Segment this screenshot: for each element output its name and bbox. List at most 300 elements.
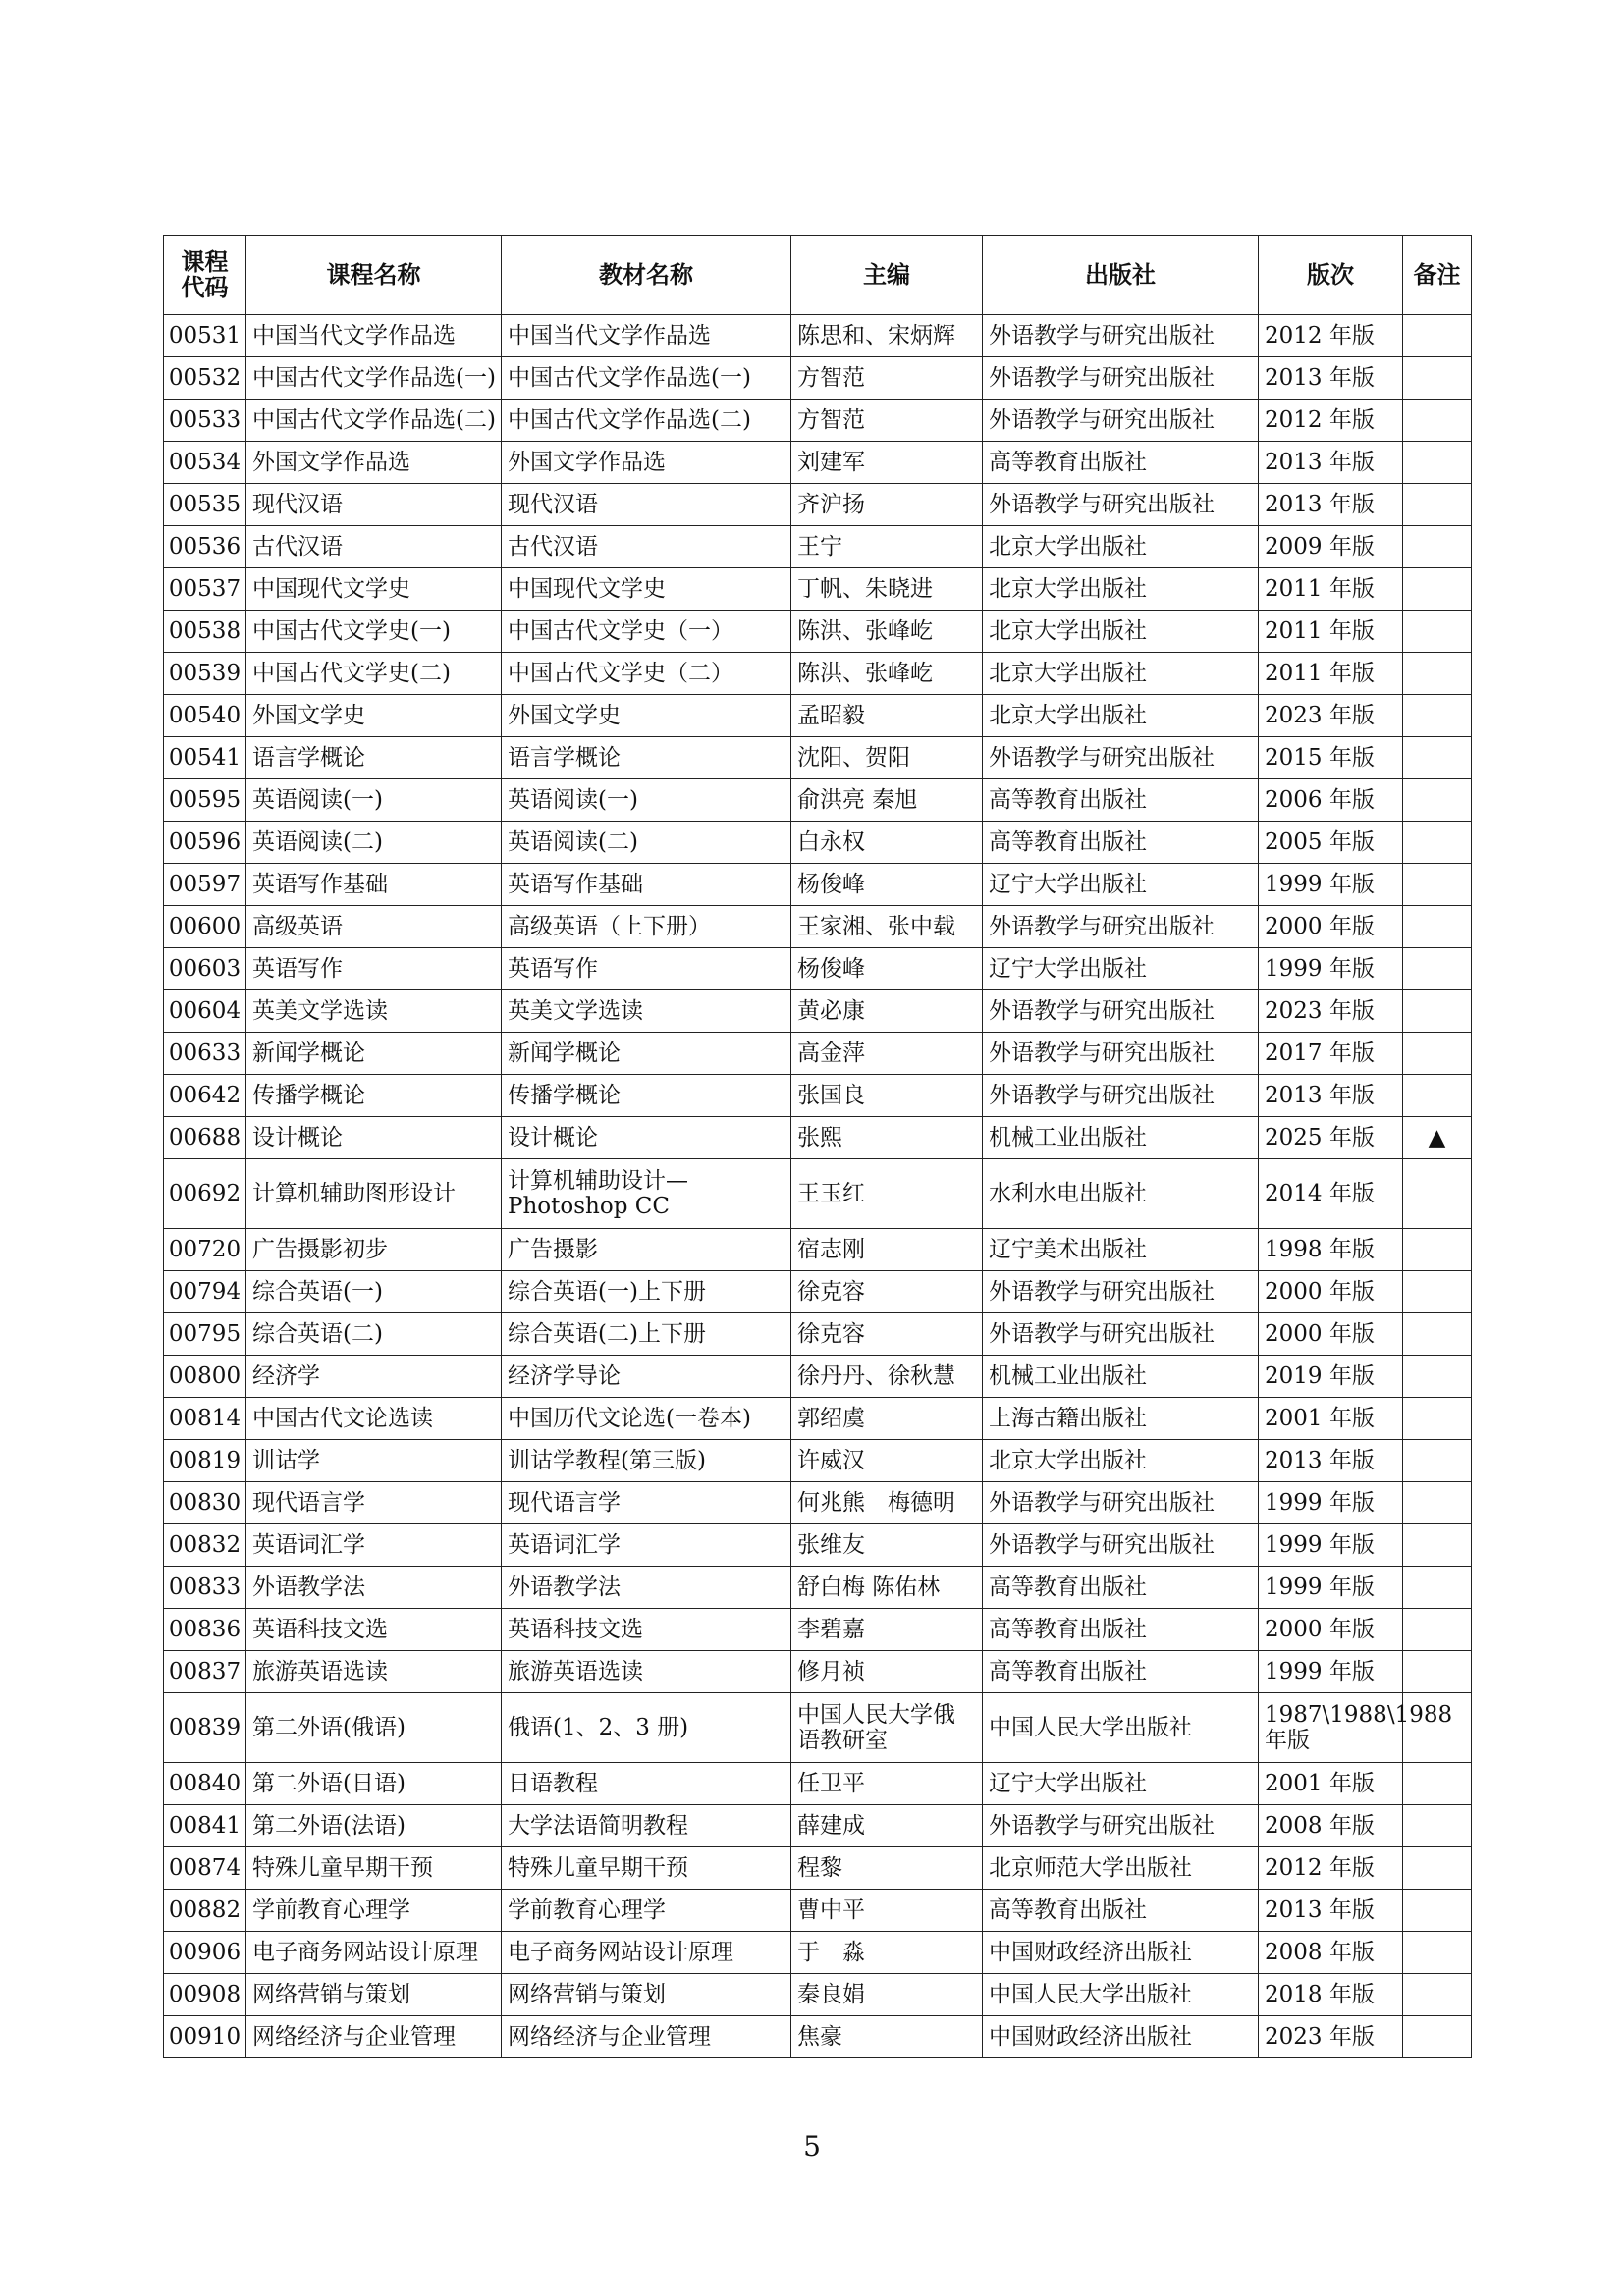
cell-editor: 王宁 — [791, 526, 983, 568]
cell-edition: 2013 年版 — [1259, 1440, 1403, 1482]
cell-note — [1403, 1229, 1472, 1271]
cell-course-code: 00597 — [164, 864, 246, 906]
cell-course-code: 00840 — [164, 1763, 246, 1805]
cell-course-name: 第二外语(俄语) — [246, 1693, 502, 1763]
cell-textbook-name: 学前教育心理学 — [502, 1890, 791, 1932]
cell-textbook-name: 俄语(1、2、3 册) — [502, 1693, 791, 1763]
table-row — [164, 1229, 1472, 1271]
cell-edition: 2013 年版 — [1259, 442, 1403, 484]
cell-edition: 2008 年版 — [1259, 1932, 1403, 1974]
cell-textbook-name: 英语词汇学 — [502, 1524, 791, 1567]
cell-textbook-name: 中国古代文学史（二） — [502, 653, 791, 695]
cell-editor: 薛建成 — [791, 1805, 983, 1847]
cell-edition: 2012 年版 — [1259, 1847, 1403, 1890]
cell-editor: 王玉红 — [791, 1159, 983, 1229]
cell-course-code: 00535 — [164, 484, 246, 526]
cell-course-name: 第二外语(法语) — [246, 1805, 502, 1847]
cell-edition: 2023 年版 — [1259, 2016, 1403, 2058]
cell-course-name: 外语教学法 — [246, 1567, 502, 1609]
cell-edition: 1999 年版 — [1259, 1651, 1403, 1693]
cell-textbook-name: 设计概论 — [502, 1117, 791, 1159]
cell-course-name: 英语写作 — [246, 948, 502, 990]
cell-note — [1403, 1524, 1472, 1567]
cell-course-name: 计算机辅助图形设计 — [246, 1159, 502, 1229]
cell-note — [1403, 442, 1472, 484]
table-row — [164, 484, 1472, 526]
cell-note — [1403, 400, 1472, 442]
cell-textbook-name: 中国古代文学作品选(二) — [502, 400, 791, 442]
table-row — [164, 1693, 1472, 1763]
table-row — [164, 357, 1472, 400]
cell-course-name: 古代汉语 — [246, 526, 502, 568]
table-row — [164, 611, 1472, 653]
cell-textbook-name: 计算机辅助设计—Photoshop CC — [502, 1159, 791, 1229]
cell-textbook-name: 综合英语(一)上下册 — [502, 1271, 791, 1313]
cell-course-name: 传播学概论 — [246, 1075, 502, 1117]
cell-course-name: 中国当代文学作品选 — [246, 315, 502, 357]
cell-course-name: 中国古代文论选读 — [246, 1398, 502, 1440]
cell-edition: 1999 年版 — [1259, 948, 1403, 990]
table-row — [164, 1651, 1472, 1693]
table-body — [164, 315, 1472, 2058]
cell-edition: 2013 年版 — [1259, 357, 1403, 400]
cell-edition: 2000 年版 — [1259, 1609, 1403, 1651]
cell-course-code: 00832 — [164, 1524, 246, 1567]
cell-edition: 2008 年版 — [1259, 1805, 1403, 1847]
cell-publisher: 北京大学出版社 — [983, 611, 1259, 653]
cell-publisher: 外语教学与研究出版社 — [983, 1271, 1259, 1313]
cell-textbook-name: 传播学概论 — [502, 1075, 791, 1117]
cell-publisher: 外语教学与研究出版社 — [983, 1313, 1259, 1356]
cell-course-name: 现代汉语 — [246, 484, 502, 526]
cell-course-code: 00596 — [164, 822, 246, 864]
cell-course-code: 00910 — [164, 2016, 246, 2058]
cell-course-name: 高级英语 — [246, 906, 502, 948]
cell-course-code: 00633 — [164, 1033, 246, 1075]
cell-publisher: 北京大学出版社 — [983, 568, 1259, 611]
cell-editor: 黄必康 — [791, 990, 983, 1033]
cell-editor: 焦豪 — [791, 2016, 983, 2058]
cell-edition: 1999 年版 — [1259, 1567, 1403, 1609]
cell-editor: 方智范 — [791, 400, 983, 442]
cell-course-name: 外国文学作品选 — [246, 442, 502, 484]
cell-edition: 2000 年版 — [1259, 906, 1403, 948]
cell-note — [1403, 695, 1472, 737]
cell-note — [1403, 1440, 1472, 1482]
table-row — [164, 1356, 1472, 1398]
cell-editor: 于 淼 — [791, 1932, 983, 1974]
cell-course-code: 00600 — [164, 906, 246, 948]
cell-course-code: 00539 — [164, 653, 246, 695]
cell-edition: 2013 年版 — [1259, 1075, 1403, 1117]
cell-note — [1403, 779, 1472, 822]
cell-course-name: 英语阅读(一) — [246, 779, 502, 822]
cell-note — [1403, 1271, 1472, 1313]
cell-editor: 方智范 — [791, 357, 983, 400]
cell-publisher: 中国财政经济出版社 — [983, 1932, 1259, 1974]
cell-textbook-name: 英语阅读(二) — [502, 822, 791, 864]
cell-textbook-name: 训诂学教程(第三版) — [502, 1440, 791, 1482]
cell-publisher: 北京大学出版社 — [983, 526, 1259, 568]
cell-textbook-name: 现代语言学 — [502, 1482, 791, 1524]
cell-course-name: 语言学概论 — [246, 737, 502, 779]
cell-publisher: 高等教育出版社 — [983, 1651, 1259, 1693]
cell-publisher: 上海古籍出版社 — [983, 1398, 1259, 1440]
cell-publisher: 高等教育出版社 — [983, 1609, 1259, 1651]
cell-edition: 2017 年版 — [1259, 1033, 1403, 1075]
cell-editor: 刘建军 — [791, 442, 983, 484]
cell-edition: 2013 年版 — [1259, 484, 1403, 526]
cell-editor: 中国人民大学俄语教研室 — [791, 1693, 983, 1763]
table-row — [164, 442, 1472, 484]
cell-course-name: 学前教育心理学 — [246, 1890, 502, 1932]
header-edition: 版次 — [1259, 236, 1403, 315]
cell-publisher: 辽宁大学出版社 — [983, 948, 1259, 990]
cell-course-name: 旅游英语选读 — [246, 1651, 502, 1693]
cell-textbook-name: 英语写作 — [502, 948, 791, 990]
cell-textbook-name: 外国文学史 — [502, 695, 791, 737]
cell-publisher: 北京大学出版社 — [983, 695, 1259, 737]
table-row — [164, 1847, 1472, 1890]
cell-note — [1403, 1651, 1472, 1693]
cell-course-name: 训诂学 — [246, 1440, 502, 1482]
table-row — [164, 1313, 1472, 1356]
cell-course-code: 00800 — [164, 1356, 246, 1398]
cell-publisher: 北京大学出版社 — [983, 1440, 1259, 1482]
cell-textbook-name: 中国古代文学史（一） — [502, 611, 791, 653]
cell-course-code: 00537 — [164, 568, 246, 611]
cell-edition: 1999 年版 — [1259, 1482, 1403, 1524]
cell-publisher: 辽宁大学出版社 — [983, 864, 1259, 906]
table-row — [164, 1075, 1472, 1117]
cell-note — [1403, 1159, 1472, 1229]
cell-course-code: 00908 — [164, 1974, 246, 2016]
cell-course-name: 电子商务网站设计原理 — [246, 1932, 502, 1974]
cell-publisher: 北京师范大学出版社 — [983, 1847, 1259, 1890]
cell-editor: 任卫平 — [791, 1763, 983, 1805]
cell-note — [1403, 1847, 1472, 1890]
cell-publisher: 外语教学与研究出版社 — [983, 1482, 1259, 1524]
table-row — [164, 1033, 1472, 1075]
cell-course-code: 00604 — [164, 990, 246, 1033]
cell-note — [1403, 526, 1472, 568]
cell-note — [1403, 357, 1472, 400]
cell-editor: 陈思和、宋炳辉 — [791, 315, 983, 357]
cell-course-code: 00882 — [164, 1890, 246, 1932]
cell-textbook-name: 高级英语（上下册） — [502, 906, 791, 948]
cell-edition: 2019 年版 — [1259, 1356, 1403, 1398]
table-row — [164, 2016, 1472, 2058]
cell-textbook-name: 网络营销与策划 — [502, 1974, 791, 2016]
cell-publisher: 外语教学与研究出版社 — [983, 357, 1259, 400]
cell-publisher: 北京大学出版社 — [983, 653, 1259, 695]
header-textbook-name: 教材名称 — [502, 236, 791, 315]
cell-publisher: 中国人民大学出版社 — [983, 1974, 1259, 2016]
cell-course-code: 00531 — [164, 315, 246, 357]
header-note: 备注 — [1403, 236, 1472, 315]
cell-note — [1403, 1313, 1472, 1356]
cell-editor: 程黎 — [791, 1847, 983, 1890]
cell-textbook-name: 新闻学概论 — [502, 1033, 791, 1075]
cell-course-name: 中国古代文学史(二) — [246, 653, 502, 695]
cell-edition: 2011 年版 — [1259, 611, 1403, 653]
cell-publisher: 外语教学与研究出版社 — [983, 1524, 1259, 1567]
cell-note — [1403, 906, 1472, 948]
cell-course-code: 00830 — [164, 1482, 246, 1524]
cell-edition: 2012 年版 — [1259, 315, 1403, 357]
table-row — [164, 1763, 1472, 1805]
cell-note — [1403, 315, 1472, 357]
cell-course-name: 中国古代文学作品选(一) — [246, 357, 502, 400]
table-row — [164, 1932, 1472, 1974]
table-row — [164, 1398, 1472, 1440]
page-number: 5 — [803, 2130, 821, 2163]
cell-edition: 1998 年版 — [1259, 1229, 1403, 1271]
cell-editor: 王家湘、张中载 — [791, 906, 983, 948]
cell-textbook-name: 电子商务网站设计原理 — [502, 1932, 791, 1974]
cell-textbook-name: 英语科技文选 — [502, 1609, 791, 1651]
cell-publisher: 外语教学与研究出版社 — [983, 906, 1259, 948]
cell-edition: 2005 年版 — [1259, 822, 1403, 864]
cell-textbook-name: 英语阅读(一) — [502, 779, 791, 822]
cell-editor: 高金萍 — [791, 1033, 983, 1075]
cell-textbook-name: 中国现代文学史 — [502, 568, 791, 611]
table-row — [164, 400, 1472, 442]
cell-note — [1403, 1356, 1472, 1398]
cell-note: ▲ — [1403, 1117, 1472, 1159]
cell-course-code: 00814 — [164, 1398, 246, 1440]
cell-textbook-name: 日语教程 — [502, 1763, 791, 1805]
cell-edition: 2001 年版 — [1259, 1398, 1403, 1440]
cell-edition: 2011 年版 — [1259, 568, 1403, 611]
cell-note — [1403, 1805, 1472, 1847]
cell-note — [1403, 1609, 1472, 1651]
cell-course-code: 00836 — [164, 1609, 246, 1651]
cell-textbook-name: 旅游英语选读 — [502, 1651, 791, 1693]
cell-course-code: 00533 — [164, 400, 246, 442]
cell-editor: 白永权 — [791, 822, 983, 864]
cell-note — [1403, 568, 1472, 611]
cell-edition: 2006 年版 — [1259, 779, 1403, 822]
cell-note — [1403, 1890, 1472, 1932]
cell-editor: 徐克容 — [791, 1271, 983, 1313]
cell-note — [1403, 1567, 1472, 1609]
cell-note — [1403, 822, 1472, 864]
cell-textbook-name: 经济学导论 — [502, 1356, 791, 1398]
cell-edition: 2000 年版 — [1259, 1271, 1403, 1313]
cell-textbook-name: 广告摄影 — [502, 1229, 791, 1271]
cell-note — [1403, 990, 1472, 1033]
cell-editor: 沈阳、贺阳 — [791, 737, 983, 779]
cell-editor: 孟昭毅 — [791, 695, 983, 737]
cell-publisher: 高等教育出版社 — [983, 442, 1259, 484]
cell-course-name: 广告摄影初步 — [246, 1229, 502, 1271]
cell-editor: 张熙 — [791, 1117, 983, 1159]
table-row — [164, 1567, 1472, 1609]
cell-edition: 2011 年版 — [1259, 653, 1403, 695]
table-row — [164, 653, 1472, 695]
cell-course-code: 00532 — [164, 357, 246, 400]
table-row — [164, 1524, 1472, 1567]
cell-course-code: 00541 — [164, 737, 246, 779]
cell-note — [1403, 864, 1472, 906]
cell-course-code: 00841 — [164, 1805, 246, 1847]
cell-edition: 2001 年版 — [1259, 1763, 1403, 1805]
cell-course-code: 00720 — [164, 1229, 246, 1271]
cell-publisher: 外语教学与研究出版社 — [983, 737, 1259, 779]
table-row — [164, 526, 1472, 568]
cell-editor: 俞洪亮 秦旭 — [791, 779, 983, 822]
cell-course-code: 00642 — [164, 1075, 246, 1117]
cell-course-name: 网络经济与企业管理 — [246, 2016, 502, 2058]
cell-editor: 杨俊峰 — [791, 948, 983, 990]
cell-course-name: 英美文学选读 — [246, 990, 502, 1033]
cell-course-name: 英语科技文选 — [246, 1609, 502, 1651]
cell-publisher: 机械工业出版社 — [983, 1356, 1259, 1398]
header-course-name: 课程名称 — [246, 236, 502, 315]
cell-publisher: 高等教育出版社 — [983, 1567, 1259, 1609]
cell-course-name: 现代语言学 — [246, 1482, 502, 1524]
cell-editor: 齐沪扬 — [791, 484, 983, 526]
cell-publisher: 机械工业出版社 — [983, 1117, 1259, 1159]
cell-textbook-name: 语言学概论 — [502, 737, 791, 779]
cell-course-code: 00692 — [164, 1159, 246, 1229]
cell-editor: 陈洪、张峰屹 — [791, 653, 983, 695]
cell-edition: 2014 年版 — [1259, 1159, 1403, 1229]
cell-course-code: 00833 — [164, 1567, 246, 1609]
table-row — [164, 1805, 1472, 1847]
cell-note — [1403, 1482, 1472, 1524]
cell-course-code: 00536 — [164, 526, 246, 568]
table-row — [164, 822, 1472, 864]
cell-note — [1403, 1763, 1472, 1805]
table-row — [164, 1117, 1472, 1159]
cell-editor: 秦良娟 — [791, 1974, 983, 2016]
cell-textbook-name: 大学法语简明教程 — [502, 1805, 791, 1847]
cell-editor: 徐丹丹、徐秋慧 — [791, 1356, 983, 1398]
cell-course-name: 第二外语(日语) — [246, 1763, 502, 1805]
header-row — [164, 236, 1472, 315]
cell-textbook-name: 外语教学法 — [502, 1567, 791, 1609]
cell-edition: 1987\1988\1988 年版 — [1259, 1693, 1403, 1763]
header-course-code: 课程代码 — [164, 236, 246, 315]
table-row — [164, 990, 1472, 1033]
cell-course-name: 外国文学史 — [246, 695, 502, 737]
cell-publisher: 外语教学与研究出版社 — [983, 1075, 1259, 1117]
table-row — [164, 315, 1472, 357]
table-row — [164, 568, 1472, 611]
cell-textbook-name: 中国历代文论选(一卷本) — [502, 1398, 791, 1440]
cell-note — [1403, 611, 1472, 653]
cell-course-name: 中国现代文学史 — [246, 568, 502, 611]
cell-editor: 许威汉 — [791, 1440, 983, 1482]
cell-publisher: 高等教育出版社 — [983, 779, 1259, 822]
cell-course-code: 00819 — [164, 1440, 246, 1482]
cell-course-code: 00795 — [164, 1313, 246, 1356]
cell-edition: 2013 年版 — [1259, 1890, 1403, 1932]
cell-edition: 2023 年版 — [1259, 990, 1403, 1033]
cell-textbook-name: 古代汉语 — [502, 526, 791, 568]
table-row — [164, 1974, 1472, 2016]
cell-publisher: 高等教育出版社 — [983, 822, 1259, 864]
cell-editor: 张国良 — [791, 1075, 983, 1117]
cell-editor: 宿志刚 — [791, 1229, 983, 1271]
cell-note — [1403, 1033, 1472, 1075]
cell-course-code: 00603 — [164, 948, 246, 990]
cell-course-code: 00906 — [164, 1932, 246, 1974]
cell-editor: 郭绍虞 — [791, 1398, 983, 1440]
cell-note — [1403, 1974, 1472, 2016]
table-row — [164, 1609, 1472, 1651]
cell-course-code: 00540 — [164, 695, 246, 737]
header-editor: 主编 — [791, 236, 983, 315]
cell-note — [1403, 2016, 1472, 2058]
cell-course-name: 英语写作基础 — [246, 864, 502, 906]
table-row — [164, 1890, 1472, 1932]
table-row — [164, 695, 1472, 737]
cell-course-name: 特殊儿童早期干预 — [246, 1847, 502, 1890]
cell-publisher: 外语教学与研究出版社 — [983, 400, 1259, 442]
table-row — [164, 948, 1472, 990]
cell-publisher: 外语教学与研究出版社 — [983, 990, 1259, 1033]
cell-course-code: 00874 — [164, 1847, 246, 1890]
cell-editor: 丁帆、朱晓进 — [791, 568, 983, 611]
header-publisher: 出版社 — [983, 236, 1259, 315]
cell-course-name: 综合英语(二) — [246, 1313, 502, 1356]
cell-edition: 2012 年版 — [1259, 400, 1403, 442]
table-row — [164, 779, 1472, 822]
cell-publisher: 水利水电出版社 — [983, 1159, 1259, 1229]
cell-publisher: 外语教学与研究出版社 — [983, 315, 1259, 357]
cell-course-code: 00595 — [164, 779, 246, 822]
cell-course-name: 网络营销与策划 — [246, 1974, 502, 2016]
cell-editor: 杨俊峰 — [791, 864, 983, 906]
table-row — [164, 737, 1472, 779]
cell-edition: 2000 年版 — [1259, 1313, 1403, 1356]
cell-publisher: 外语教学与研究出版社 — [983, 1805, 1259, 1847]
table-row — [164, 1440, 1472, 1482]
cell-edition: 2018 年版 — [1259, 1974, 1403, 2016]
cell-edition: 1999 年版 — [1259, 864, 1403, 906]
cell-note — [1403, 484, 1472, 526]
table-row — [164, 864, 1472, 906]
cell-publisher: 辽宁美术出版社 — [983, 1229, 1259, 1271]
cell-textbook-name: 网络经济与企业管理 — [502, 2016, 791, 2058]
cell-course-code: 00839 — [164, 1693, 246, 1763]
cell-edition: 2023 年版 — [1259, 695, 1403, 737]
cell-course-code: 00794 — [164, 1271, 246, 1313]
table-row — [164, 906, 1472, 948]
cell-course-code: 00688 — [164, 1117, 246, 1159]
cell-publisher: 外语教学与研究出版社 — [983, 1033, 1259, 1075]
cell-course-code: 00538 — [164, 611, 246, 653]
cell-editor: 何兆熊 梅德明 — [791, 1482, 983, 1524]
cell-note — [1403, 1075, 1472, 1117]
cell-textbook-name: 英美文学选读 — [502, 990, 791, 1033]
cell-course-name: 英语阅读(二) — [246, 822, 502, 864]
cell-note — [1403, 737, 1472, 779]
cell-edition: 1999 年版 — [1259, 1524, 1403, 1567]
cell-editor: 李碧嘉 — [791, 1609, 983, 1651]
cell-editor: 徐克容 — [791, 1313, 983, 1356]
cell-note — [1403, 653, 1472, 695]
cell-course-name: 新闻学概论 — [246, 1033, 502, 1075]
cell-course-name: 中国古代文学作品选(二) — [246, 400, 502, 442]
cell-course-name: 英语词汇学 — [246, 1524, 502, 1567]
cell-publisher: 外语教学与研究出版社 — [983, 484, 1259, 526]
cell-textbook-name: 英语写作基础 — [502, 864, 791, 906]
cell-publisher: 辽宁大学出版社 — [983, 1763, 1259, 1805]
